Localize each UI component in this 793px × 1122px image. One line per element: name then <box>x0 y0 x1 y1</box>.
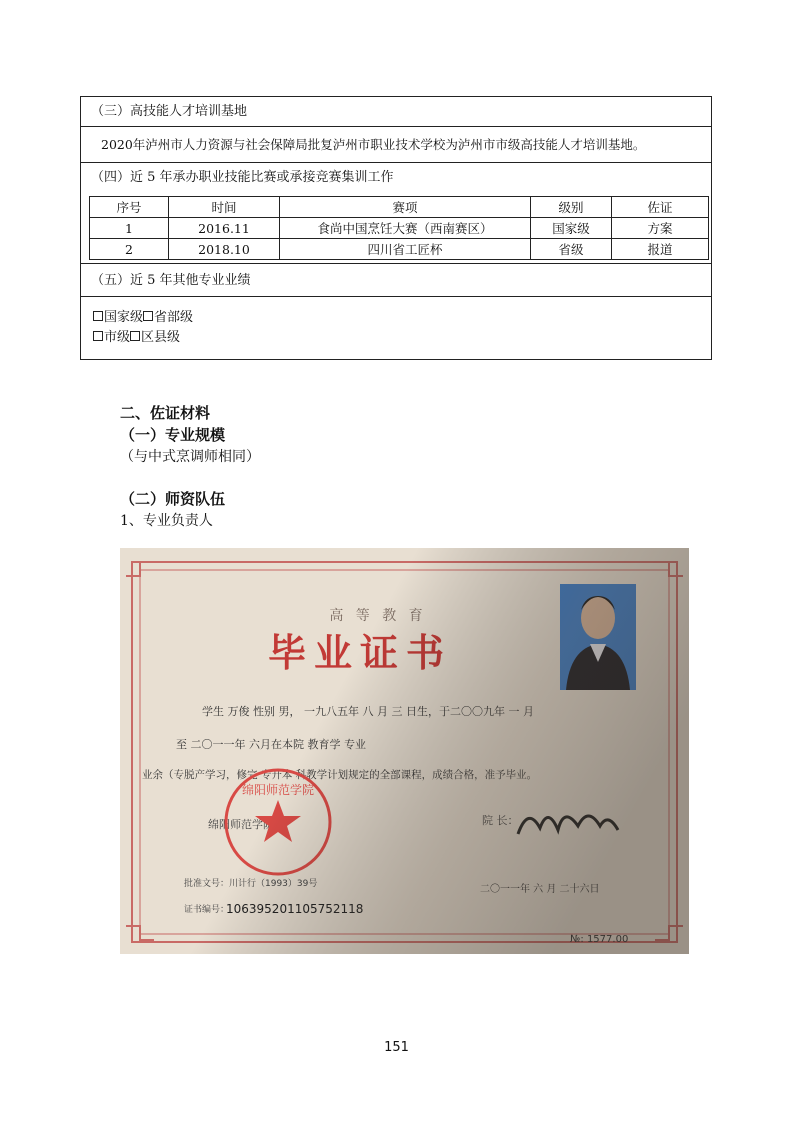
level-label: 市级 <box>104 330 131 345</box>
subsection-heading: （一）专业规模 <box>120 426 226 444</box>
table-cell: 四川省工匠杯 <box>280 239 531 260</box>
table-cell: 1 <box>90 218 169 239</box>
table-header: 级别 <box>531 197 612 218</box>
section-4-title: （四）近 5 年承办职业技能比赛或承接竞赛集训工作 <box>91 170 394 185</box>
page-number: 151 <box>384 1040 409 1055</box>
checkbox-icon[interactable] <box>93 331 103 341</box>
level-line-2 <box>93 328 711 348</box>
table-header: 时间 <box>169 197 280 218</box>
level-label: 区县级 <box>141 330 181 345</box>
level-label: 国家级 <box>104 310 144 325</box>
table-cell: 国家级 <box>531 218 612 239</box>
photo-shadow <box>120 548 689 954</box>
competition-table <box>89 196 709 260</box>
table-cell: 方案 <box>612 218 709 239</box>
list-item: 1、专业负责人 <box>120 513 213 529</box>
table-header: 赛项 <box>280 197 531 218</box>
table-cell: 省级 <box>531 239 612 260</box>
table-cell: 2018.10 <box>169 239 280 260</box>
table-cell: 报道 <box>612 239 709 260</box>
graduation-certificate-photo <box>120 548 689 954</box>
subsection-note: （与中式烹调师相同） <box>120 449 260 465</box>
level-label: 省部级 <box>154 310 194 325</box>
table-cell: 食尚中国烹饪大赛（西南赛区） <box>280 218 531 239</box>
level-line-1 <box>93 308 711 328</box>
table-header: 序号 <box>90 197 169 218</box>
checkbox-icon[interactable] <box>143 311 153 321</box>
table-row <box>90 239 709 260</box>
section-5-body <box>81 297 711 361</box>
section-3-body: 2020年泸州市人力资源与社会保障局批复泸州市职业技术学校为泸州市市级高技能人才培训基地。 <box>81 127 711 163</box>
table-cell: 2 <box>90 239 169 260</box>
section-3-title: （三）高技能人才培训基地 <box>81 97 711 127</box>
subsection-heading: （二）师资队伍 <box>120 490 226 508</box>
checkbox-icon[interactable] <box>93 311 103 321</box>
table-cell: 2016.11 <box>169 218 280 239</box>
table-header: 佐证 <box>612 197 709 218</box>
section-heading: 二、佐证材料 <box>120 404 211 422</box>
achievement-form <box>80 96 712 360</box>
table-header-row <box>90 197 709 218</box>
section-5-title: （五）近 5 年其他专业业绩 <box>81 263 711 297</box>
table-row <box>90 218 709 239</box>
checkbox-icon[interactable] <box>130 331 140 341</box>
